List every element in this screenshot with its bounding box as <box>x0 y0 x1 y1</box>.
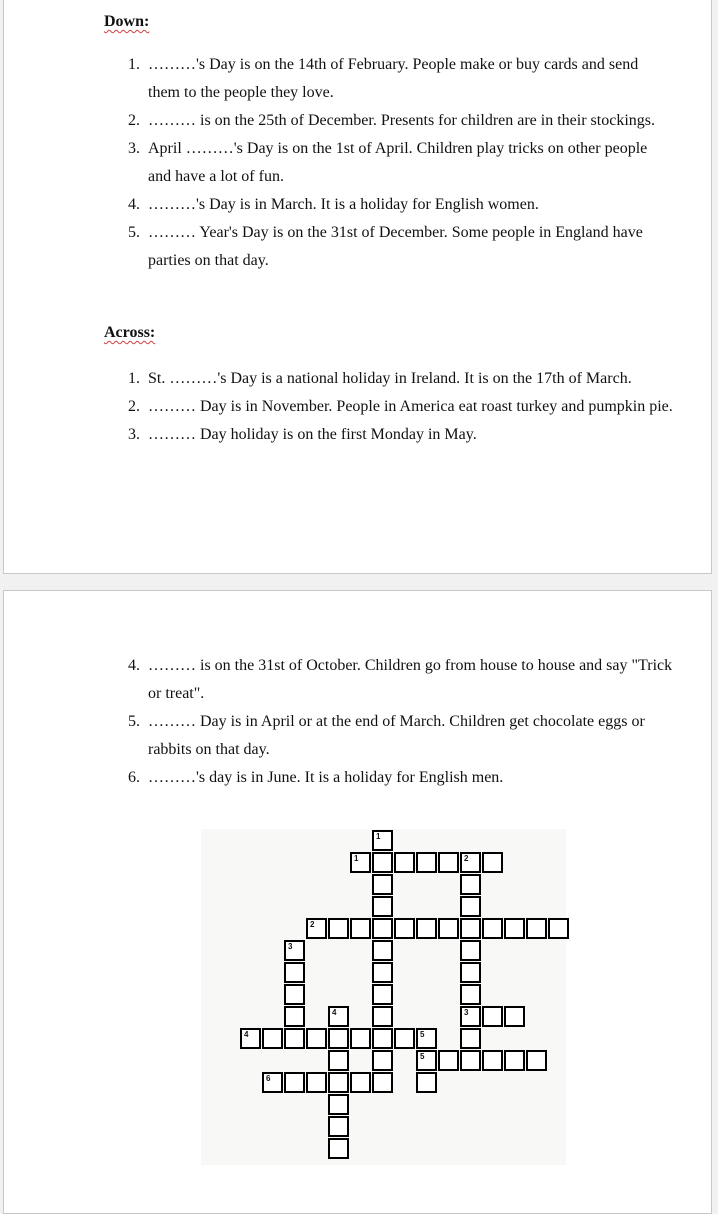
crossword-cell <box>504 918 525 939</box>
crossword-cell <box>328 1028 349 1049</box>
crossword-cell <box>372 1006 393 1027</box>
list-item <box>104 365 674 393</box>
clue-number: 5. <box>128 224 140 241</box>
clue-text: ……… Day holiday is on the first Monday in May. <box>148 426 477 443</box>
crossword-cell <box>416 852 437 873</box>
crossword-cell <box>394 918 415 939</box>
crossword-cell <box>460 896 481 917</box>
crossword-cell <box>284 1072 305 1093</box>
list-item <box>104 219 674 275</box>
crossword-clue-number: 3 <box>288 942 293 951</box>
crossword-cell <box>262 1072 283 1093</box>
crossword-cell <box>548 918 569 939</box>
list-item <box>104 764 674 792</box>
clue-number: 2. <box>128 398 140 415</box>
crossword-cell <box>482 1050 503 1071</box>
crossword-cell <box>372 1072 393 1093</box>
document-page-1 <box>3 0 712 574</box>
crossword-cell <box>306 1028 327 1049</box>
crossword-cell <box>416 1072 437 1093</box>
clue-number: 3. <box>128 426 140 443</box>
crossword-cell <box>460 962 481 983</box>
crossword-cell <box>438 852 459 873</box>
list-item <box>104 708 674 764</box>
clue-text: St. ………'s Day is a national holiday in Ireland. It is on the 17th of March. <box>148 370 632 387</box>
list-item <box>104 51 674 107</box>
clue-text: ……… Year's Day is on the 31st of December. Some people in England have parties on that day. <box>148 224 643 269</box>
down-heading: Down: <box>104 13 150 30</box>
crossword-cell <box>394 1028 415 1049</box>
clue-text: April ………'s Day is on the 1st of April. Children play tricks on other people and have a lot of fun. <box>148 140 648 185</box>
crossword-cell <box>328 1050 349 1071</box>
crossword-clue-number: 5 <box>420 1030 425 1039</box>
crossword-cell <box>460 984 481 1005</box>
clue-text: ………'s Day is on the 14th of February. People make or buy cards and send them to the people they love. <box>148 56 639 101</box>
list-item <box>104 135 674 191</box>
clue-text: ……… is on the 31st of October. Children go from house to house and say "Trick or treat". <box>148 657 673 702</box>
crossword-cell <box>284 1028 305 1049</box>
crossword-cell <box>372 852 393 873</box>
crossword-cell <box>284 940 305 961</box>
crossword-clue-number: 4 <box>332 1008 337 1017</box>
clue-number: 1. <box>128 370 140 387</box>
across-clue-list <box>104 365 674 449</box>
crossword-cell <box>460 852 481 873</box>
clue-number: 6. <box>128 769 140 786</box>
crossword-cell <box>328 1094 349 1115</box>
list-item <box>104 421 674 449</box>
crossword-cell <box>460 918 481 939</box>
crossword-cell <box>416 918 437 939</box>
clue-number: 1. <box>128 56 140 73</box>
list-item <box>104 393 674 421</box>
crossword-cell <box>350 1072 371 1093</box>
crossword-clue-number: 1 <box>376 832 381 841</box>
crossword-clue-number: 1 <box>354 854 359 863</box>
crossword-cell <box>460 874 481 895</box>
crossword-cell <box>482 1006 503 1027</box>
crossword-cell <box>482 918 503 939</box>
crossword-cell <box>372 1028 393 1049</box>
crossword-cell <box>526 1050 547 1071</box>
crossword-cell <box>328 1116 349 1137</box>
crossword-clue-number: 4 <box>244 1030 249 1039</box>
clue-number: 5. <box>128 713 140 730</box>
crossword-cell <box>372 962 393 983</box>
clue-number: 3. <box>128 140 140 157</box>
crossword-cell <box>372 940 393 961</box>
crossword-cell <box>504 1006 525 1027</box>
crossword-cell <box>350 1028 371 1049</box>
crossword-cell <box>372 830 393 851</box>
crossword-cell <box>438 1050 459 1071</box>
across-heading: Across: <box>104 324 156 341</box>
crossword-cell <box>284 984 305 1005</box>
crossword-cell <box>394 852 415 873</box>
crossword-cell <box>328 918 349 939</box>
crossword-cell <box>328 1072 349 1093</box>
crossword-cell <box>262 1028 283 1049</box>
down-clue-list <box>104 51 674 275</box>
clue-number: 2. <box>128 112 140 129</box>
crossword-clue-number: 2 <box>310 920 315 929</box>
crossword-cell <box>438 918 459 939</box>
crossword-cell <box>328 1138 349 1159</box>
crossword-cell <box>372 1050 393 1071</box>
crossword-clue-number: 5 <box>420 1052 425 1061</box>
crossword-cell <box>460 1028 481 1049</box>
clue-number: 4. <box>128 657 140 674</box>
crossword-cell <box>460 940 481 961</box>
list-item <box>104 107 674 135</box>
document-page-2 <box>3 590 712 1214</box>
crossword-clue-number: 6 <box>266 1074 271 1083</box>
crossword-clue-number: 3 <box>464 1008 469 1017</box>
crossword-cell <box>306 1072 327 1093</box>
crossword-cell <box>504 1050 525 1071</box>
list-item <box>104 652 674 708</box>
clue-text: ……… Day is in November. People in America eat roast turkey and pumpkin pie. <box>148 398 673 415</box>
crossword-cell <box>284 1006 305 1027</box>
crossword-cell <box>372 896 393 917</box>
crossword-clue-number: 2 <box>464 854 469 863</box>
crossword-cell <box>460 1050 481 1071</box>
crossword-cell <box>306 918 327 939</box>
crossword-cell <box>350 852 371 873</box>
clue-text: ……… is on the 25th of December. Presents for children are in their stockings. <box>148 112 655 129</box>
crossword-cell <box>482 852 503 873</box>
crossword-cell <box>328 1006 349 1027</box>
crossword-cell <box>416 1028 437 1049</box>
clue-text: ………'s day is in June. It is a holiday for English men. <box>148 769 504 786</box>
clue-text: ……… Day is in April or at the end of March. Children get chocolate eggs or rabbits on that day. <box>148 713 645 758</box>
crossword-cell <box>372 984 393 1005</box>
crossword-cell <box>284 962 305 983</box>
across-clue-list-continued <box>104 652 674 792</box>
crossword-cell <box>526 918 547 939</box>
clue-number: 4. <box>128 196 140 213</box>
crossword-grid <box>201 829 566 1165</box>
crossword-cell <box>372 918 393 939</box>
crossword-cell <box>416 1050 437 1071</box>
crossword-cell <box>350 918 371 939</box>
crossword-cell <box>240 1028 261 1049</box>
list-item <box>104 191 674 219</box>
clue-text: ………'s Day is in March. It is a holiday for English women. <box>148 196 539 213</box>
crossword-cell <box>372 874 393 895</box>
crossword-cell <box>460 1006 481 1027</box>
